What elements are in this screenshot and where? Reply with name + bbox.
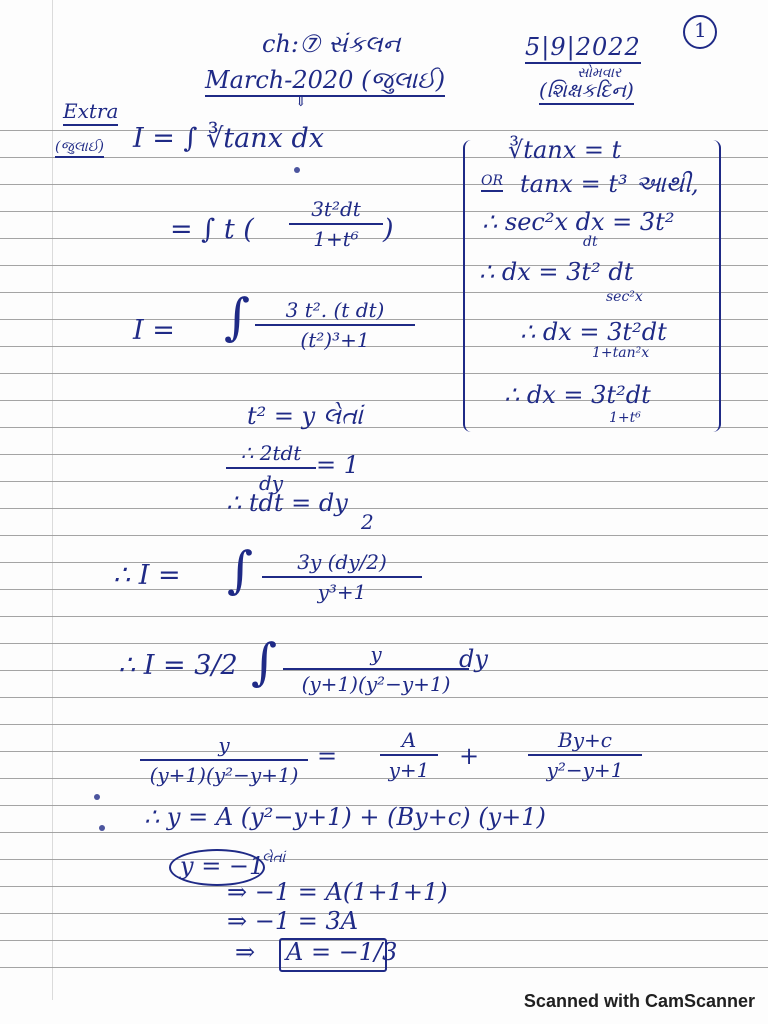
- equals-sign: =: [317, 742, 338, 770]
- fraction-numerator: A: [380, 728, 438, 756]
- page-number: 1: [694, 18, 707, 42]
- partial-fraction-a: [380, 728, 438, 782]
- side-box-line-3: ∴ sec²x dx = 3t²: [482, 208, 675, 236]
- fraction-numerator: y: [140, 733, 308, 761]
- result-arrow: ⇒: [235, 938, 256, 966]
- date-note: (શિક્ષકદિન): [539, 78, 634, 105]
- side-box-line-6: ∴ dx = 3t²dt: [504, 381, 651, 409]
- fraction-denominator: (y+1)(y²−y+1): [301, 672, 451, 696]
- weekday-text: સોમવાર: [577, 65, 622, 81]
- integral-line-4-label: ∴ I =: [113, 560, 181, 591]
- ink-dot: [294, 167, 300, 173]
- fraction-denominator: 1+t⁶: [313, 227, 359, 251]
- integral-line-5-label: ∴ I = 3/2: [118, 650, 238, 681]
- down-arrow-icon: ⇓: [295, 94, 307, 110]
- side-box-line-1: ∛tanx = t: [508, 136, 622, 164]
- partial-fraction-b: [528, 728, 642, 782]
- polynomial-identity: ∴ y = A (y²−y+1) + (By+c) (y+1): [144, 803, 546, 831]
- side-box-line-2: tanx = t³ આથી,: [520, 170, 699, 198]
- chapter-heading: ch:⑦ સંકલન: [262, 30, 401, 58]
- result-value: A = −1/3: [286, 938, 398, 966]
- integral-fraction-3: [255, 298, 415, 352]
- derivative-fraction: [226, 441, 316, 495]
- fraction-denominator: (y+1)(y²−y+1): [149, 763, 299, 787]
- side-box-line-4: ∴ dx = 3t² dt: [479, 258, 634, 286]
- side-box-line-5: ∴ dx = 3t²dt: [520, 318, 667, 346]
- ruled-line: [0, 913, 768, 914]
- solve-line-2: ⇒ −1 = 3A: [227, 907, 359, 935]
- extra-label: Extra: [63, 99, 118, 126]
- ruled-line: [0, 130, 768, 131]
- substitution-line: t² = y લેતાં: [247, 402, 363, 430]
- ruled-line: [0, 535, 768, 536]
- source-heading: March-2020 (જુલાઈ): [205, 66, 445, 97]
- margin-line: [52, 0, 53, 1000]
- fraction-denominator: y³+1: [317, 580, 367, 604]
- fraction-denominator: y+1: [388, 758, 430, 782]
- side-box-tan: 1+tan²x: [592, 345, 650, 361]
- ruled-line: [0, 859, 768, 860]
- fraction-numerator: 3t²dt: [289, 197, 383, 225]
- partial-fraction-left: [140, 733, 308, 787]
- integral-fraction-5: [283, 642, 469, 696]
- value-of-y: y = −1: [180, 852, 265, 880]
- integral-line-2: = ∫ t (: [170, 214, 254, 245]
- integral-sign: ∫: [227, 541, 254, 599]
- side-box-denominator: 1+t⁶: [609, 410, 641, 426]
- solve-line-1: ⇒ −1 = A(1+1+1): [227, 878, 448, 906]
- fraction-numerator: 3y (dy/2): [262, 550, 422, 578]
- plus-sign: +: [459, 742, 480, 770]
- substitution-fraction-1: [289, 197, 383, 251]
- fraction-numerator: y: [283, 642, 469, 670]
- fraction-numerator: By+c: [528, 728, 642, 756]
- closing-parenthesis: ): [383, 214, 394, 245]
- ruled-line: [0, 508, 768, 509]
- integral-sign: ∫: [251, 633, 278, 691]
- ruled-line: [0, 616, 768, 617]
- ink-dot: [99, 825, 105, 831]
- ruled-line: [0, 832, 768, 833]
- ruled-line: [0, 481, 768, 482]
- value-label: લેતાં: [262, 850, 286, 866]
- fraction-numerator: 3 t². (t dt): [255, 298, 415, 326]
- source-label: (જુલાઈ): [55, 139, 104, 158]
- fraction-denominator: y²−y+1: [546, 758, 624, 782]
- ruled-line: [0, 454, 768, 455]
- fraction-denominator: (t²)³+1: [300, 328, 370, 352]
- integral-fraction-4: [262, 550, 422, 604]
- integral-line-1: I = ∫ ∛tanx dx: [133, 123, 324, 154]
- derivative-equals: = 1: [316, 451, 360, 479]
- tdt-line: ∴ tdt = dy: [226, 489, 348, 517]
- side-box-or: OR: [481, 173, 503, 192]
- ink-dot: [94, 794, 100, 800]
- scanner-watermark: Scanned with CamScanner: [523, 991, 755, 1011]
- fraction-numerator: ∴ 2tdt: [226, 441, 316, 469]
- integral-sign: ∫: [224, 288, 251, 346]
- dy-text: dy: [459, 645, 488, 673]
- integral-line-3-label: I =: [133, 315, 175, 346]
- side-box-dt: dt: [583, 234, 598, 250]
- date-text: 5|9|2022: [525, 33, 641, 64]
- fraction-denominator: dy: [258, 471, 284, 495]
- tdt-denominator: 2: [361, 510, 374, 534]
- ruled-line: [0, 724, 768, 725]
- side-box-sec: sec²x: [606, 289, 643, 305]
- ruled-line: [0, 697, 768, 698]
